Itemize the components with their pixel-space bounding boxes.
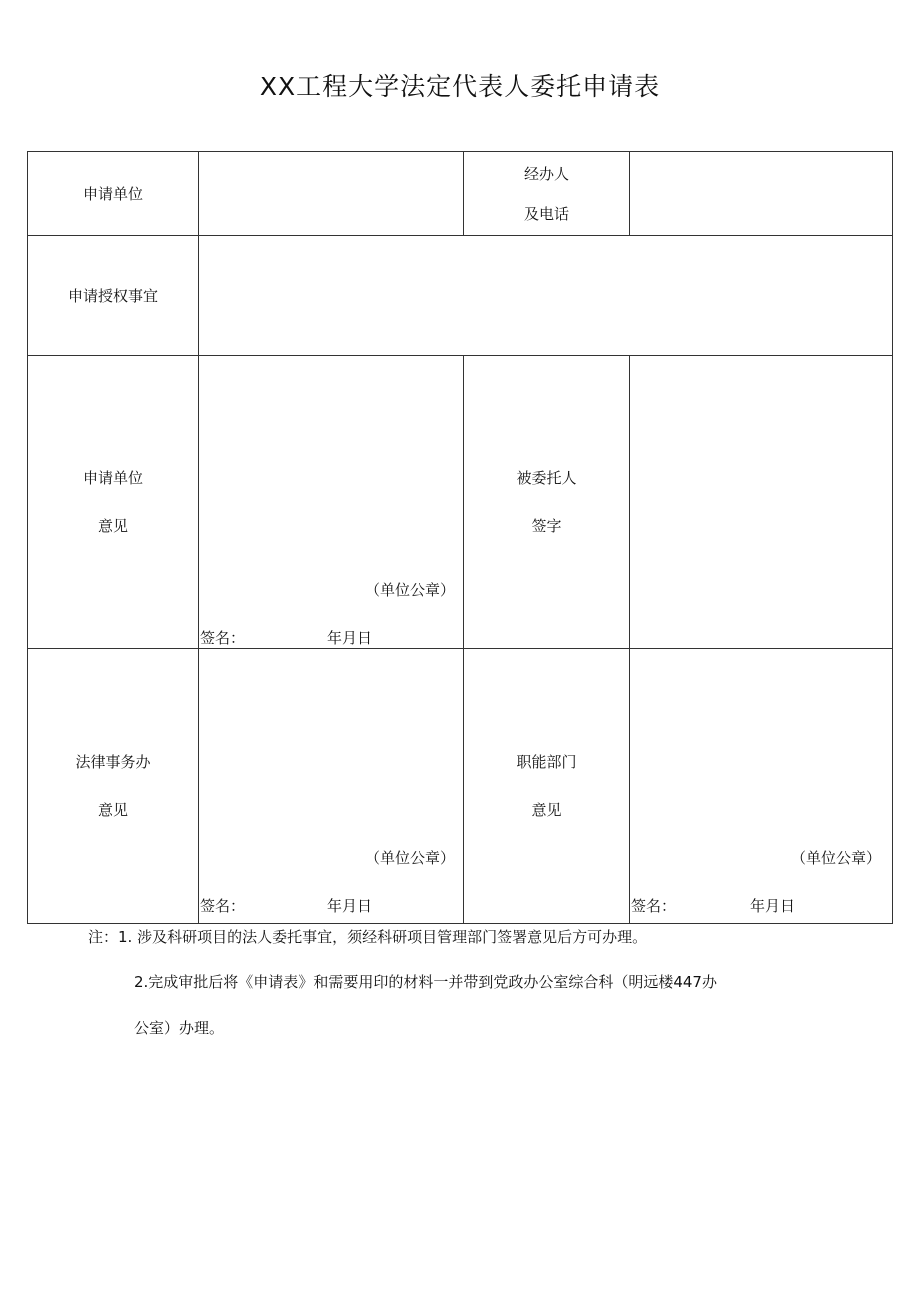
note-line-3: 公室）办理。 [134, 1019, 225, 1037]
func-dept-label-line1: 职能部门 [516, 753, 577, 771]
row-applicant [28, 152, 893, 236]
handler-label-cell [464, 152, 630, 236]
trustee-label-cell [464, 356, 630, 649]
auth-matter-label-cell [28, 236, 199, 356]
unit-opinion-label-cell [28, 356, 199, 649]
date-label: 年月日 [327, 897, 373, 915]
form-title: XX工程大学法定代表人委托申请表 [259, 72, 661, 101]
legal-office-opinion-field[interactable] [199, 649, 464, 924]
applicant-unit-field[interactable] [199, 152, 464, 236]
handler-phone-field[interactable] [630, 152, 893, 236]
legal-office-label-line2: 意见 [97, 801, 128, 819]
func-dept-signature-line [631, 896, 796, 916]
unit-opinion-label-line1: 申请单位 [82, 469, 143, 487]
legal-signature-line [200, 896, 373, 916]
sign-label: 签名： [631, 897, 677, 915]
unit-opinion-field[interactable] [199, 356, 464, 649]
trustee-signature-field[interactable] [630, 356, 893, 649]
note-line-2: 2.完成审批后将《申请表》和需要用印的材料一并带到党政办公室综合科（明远楼447办 [134, 973, 717, 991]
unit-opinion-label-line2: 意见 [97, 517, 128, 535]
date-label: 年月日 [327, 629, 373, 647]
auth-matter-label: 申请授权事宜 [67, 286, 158, 305]
func-dept-label-line2: 意见 [531, 801, 562, 819]
legal-seal-text: （单位公章） [365, 849, 456, 867]
handler-label-line1: 经办人 [523, 164, 569, 183]
legal-office-label-cell [28, 649, 199, 924]
sign-label: 签名： [200, 629, 246, 647]
row-auth-matter [28, 236, 893, 356]
row-unit-opinion [28, 356, 893, 649]
trustee-label-line1: 被委托人 [516, 469, 577, 487]
auth-matter-field[interactable] [199, 236, 893, 356]
applicant-unit-label: 申请单位 [82, 184, 143, 203]
trustee-label-line2: 签字 [531, 517, 562, 535]
sign-label: 签名： [200, 897, 246, 915]
application-form-table [27, 151, 893, 924]
func-dept-opinion-field[interactable] [630, 649, 893, 924]
handler-label-line2: 及电话 [523, 204, 569, 223]
legal-office-label-line1: 法律事务办 [75, 753, 151, 771]
applicant-unit-label-cell [28, 152, 199, 236]
note-line-1: 注：1. 涉及科研项目的法人委托事宜，须经科研项目管理部门签署意见后方可办理。 [88, 928, 648, 946]
date-label: 年月日 [750, 897, 796, 915]
func-dept-label-cell [464, 649, 630, 924]
func-dept-seal-text: （单位公章） [791, 849, 882, 867]
row-legal-office [28, 649, 893, 924]
unit-signature-line [200, 628, 373, 648]
unit-seal-text: （单位公章） [365, 581, 456, 599]
